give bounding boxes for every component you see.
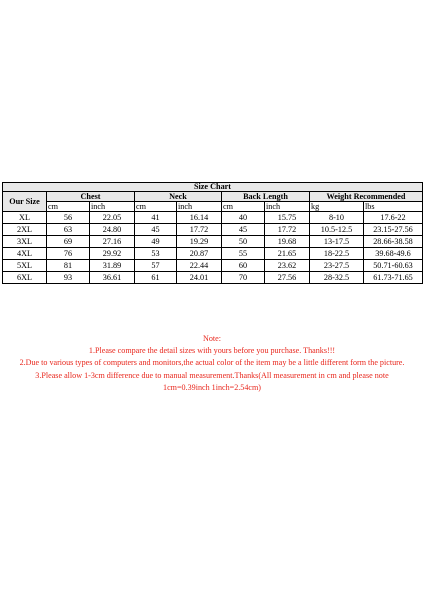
- table-row: [3, 272, 423, 284]
- table-cell: 17.72: [265, 224, 310, 236]
- note-heading: Note:: [203, 334, 221, 343]
- unit-neck-inch: inch: [177, 202, 222, 212]
- table-cell: 53: [135, 248, 177, 260]
- unit-back-cm: cm: [222, 202, 265, 212]
- table-cell: 63: [47, 224, 90, 236]
- table-cell: 45: [135, 224, 177, 236]
- table-cell: 17.72: [177, 224, 222, 236]
- unit-weight-lbs: lbs: [364, 202, 423, 212]
- note-line-1: 1.Please compare the detail sizes with yours before you purchase. Thanks!!!: [88, 346, 336, 356]
- size-chart-title: Size Chart: [3, 183, 423, 192]
- table-cell: 23.15-27.56: [364, 224, 423, 236]
- neck-header: Neck: [135, 192, 222, 202]
- table-cell: 31.89: [90, 260, 135, 272]
- table-cell: 28.66-38.58: [364, 236, 423, 248]
- table-cell: 22.44: [177, 260, 222, 272]
- table-cell: 55: [222, 248, 265, 260]
- table-cell: 19.29: [177, 236, 222, 248]
- table-cell: 40: [222, 212, 265, 224]
- table-cell: 41: [135, 212, 177, 224]
- table-cell: 61.73-71.65: [364, 272, 423, 284]
- table-cell: 22.05: [90, 212, 135, 224]
- note-line-3: 3.Please allow 1-3cm difference due to manual measurement.Thanks(All measurement in cm and please note: [35, 370, 389, 380]
- table-cell: 93: [47, 272, 90, 284]
- table-cell: 10.5-12.5: [310, 224, 364, 236]
- table-cell: 49: [135, 236, 177, 248]
- table-cell: 17.6-22: [364, 212, 423, 224]
- table-cell: 69: [47, 236, 90, 248]
- table-row: [3, 260, 423, 272]
- size-chart: [2, 182, 422, 284]
- size-cell: 3XL: [3, 236, 47, 248]
- table-cell: 36.61: [90, 272, 135, 284]
- table-cell: 8-10: [310, 212, 364, 224]
- size-cell: 4XL: [3, 248, 47, 260]
- note-line-3-cont: 1cm=0.39inch 1inch=2.54cm): [163, 382, 261, 392]
- table-cell: 27.56: [265, 272, 310, 284]
- table-cell: 13-17.5: [310, 236, 364, 248]
- chest-header: Chest: [47, 192, 135, 202]
- table-cell: 21.65: [265, 248, 310, 260]
- table-cell: 29.92: [90, 248, 135, 260]
- unit-chest-inch: inch: [90, 202, 135, 212]
- table-cell: 39.68-49.6: [364, 248, 423, 260]
- table-cell: 24.01: [177, 272, 222, 284]
- unit-neck-cm: cm: [135, 202, 177, 212]
- table-cell: 61: [135, 272, 177, 284]
- table-row: [3, 224, 423, 236]
- unit-chest-cm: cm: [47, 202, 90, 212]
- table-cell: 16.14: [177, 212, 222, 224]
- size-cell: 5XL: [3, 260, 47, 272]
- table-cell: 23-27.5: [310, 260, 364, 272]
- unit-weight-kg: kg: [310, 202, 364, 212]
- table-cell: 20.87: [177, 248, 222, 260]
- back-length-header: Back Length: [222, 192, 310, 202]
- table-row: [3, 212, 423, 224]
- table-cell: 70: [222, 272, 265, 284]
- table-cell: 23.62: [265, 260, 310, 272]
- size-cell: 6XL: [3, 272, 47, 284]
- notes-block: [0, 333, 424, 394]
- table-cell: 56: [47, 212, 90, 224]
- weight-recommended-header: Weight Recommended: [310, 192, 423, 202]
- table-cell: 45: [222, 224, 265, 236]
- table-cell: 76: [47, 248, 90, 260]
- table-cell: 57: [135, 260, 177, 272]
- table-cell: 28-32.5: [310, 272, 364, 284]
- table-cell: 15.75: [265, 212, 310, 224]
- table-cell: 60: [222, 260, 265, 272]
- table-cell: 19.68: [265, 236, 310, 248]
- size-cell: XL: [3, 212, 47, 224]
- table-cell: 27.16: [90, 236, 135, 248]
- table-row: [3, 236, 423, 248]
- unit-back-inch: inch: [265, 202, 310, 212]
- table-row: [3, 248, 423, 260]
- table-cell: 50: [222, 236, 265, 248]
- table-cell: 18-22.5: [310, 248, 364, 260]
- table-cell: 81: [47, 260, 90, 272]
- table-cell: 50.71-60.63: [364, 260, 423, 272]
- size-cell: 2XL: [3, 224, 47, 236]
- size-chart-table: [2, 182, 423, 284]
- table-cell: 24.80: [90, 224, 135, 236]
- our-size-header: Our Size: [3, 192, 47, 212]
- note-line-2: 2.Due to various types of computers and monitors,the actual color of the item may be a little different form the picture.: [19, 358, 405, 368]
